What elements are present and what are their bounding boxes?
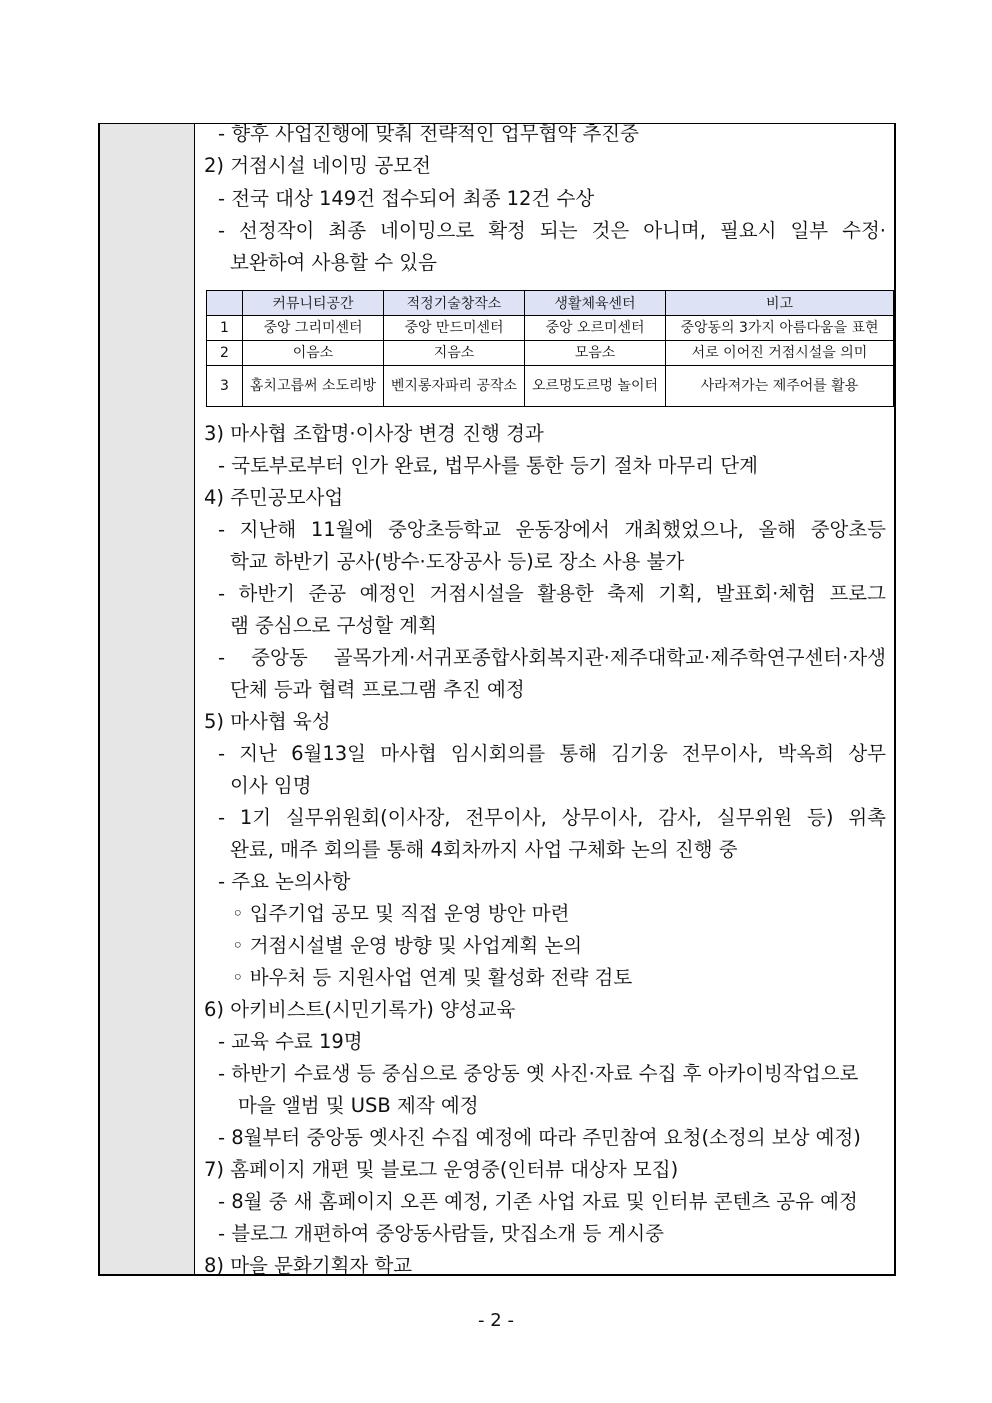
table-header: 커뮤니티공간 xyxy=(243,291,384,316)
section-heading: 5) 마사협 육성 xyxy=(204,710,331,733)
table-cell: 모음소 xyxy=(525,341,666,366)
bullet-item: ◦ 입주기업 공모 및 직접 운영 방안 마련 xyxy=(232,902,570,925)
section-heading: 8) 마을 문화기획자 학교 xyxy=(204,1254,413,1277)
text-line: - 8월 중 새 홈페이지 오픈 예정, 기존 사업 자료 및 인터뷰 콘텐츠 공유 예정 xyxy=(218,1190,858,1213)
text-line: - 하반기 준공 예정인 거점시설을 활용한 축제 기획, 발표회·체험 프로그 xyxy=(218,582,886,605)
table-cell: 서로 이어진 거점시설을 의미 xyxy=(666,341,894,366)
table-cell: 오르멍도르멍 놀이터 xyxy=(525,366,666,407)
text-line: - 주요 논의사항 xyxy=(218,870,351,893)
table-header: 적정기술창작소 xyxy=(384,291,525,316)
text-line: - 교육 수료 19명 xyxy=(218,1030,363,1053)
table-cell: 중앙 만드미센터 xyxy=(384,316,525,341)
section-heading: 7) 홈페이지 개편 및 블로그 운영중(인터뷰 대상자 모집) xyxy=(204,1158,679,1181)
text-line: 학교 하반기 공사(방수·도장공사 등)로 장소 사용 불가 xyxy=(230,550,685,573)
text-line: 보완하여 사용할 수 있음 xyxy=(230,251,437,274)
table-cell: 홈치고릅써 소도리방 xyxy=(243,366,384,407)
table-row xyxy=(207,366,894,407)
text-line: 단체 등과 협력 프로그램 추진 예정 xyxy=(230,678,525,701)
bullet-item: ◦ 바우처 등 지원사업 연계 및 활성화 전략 검토 xyxy=(232,966,633,989)
table-cell: 중앙 오르미센터 xyxy=(525,316,666,341)
table-header: 비고 xyxy=(666,291,894,316)
left-label-column xyxy=(100,124,195,1274)
section-heading: 2) 거점시설 네이밍 공모전 xyxy=(204,154,431,177)
text-line: - 향후 사업진행에 맞춰 전략적인 업무협약 추진중 xyxy=(218,122,639,145)
table-cell: 사라져가는 제주어를 활용 xyxy=(666,366,894,407)
text-line: - 전국 대상 149건 접수되어 최종 12건 수상 xyxy=(218,187,595,210)
table-header: 생활체육센터 xyxy=(525,291,666,316)
table-header xyxy=(207,291,243,316)
text-line: - 중앙동 골목가게·서귀포종합사회복지관·제주대학교·제주학연구센터·자생 xyxy=(218,646,886,669)
text-line: - 8월부터 중앙동 옛사진 수집 예정에 따라 주민참여 요청(소정의 보상 예정) xyxy=(218,1126,861,1149)
table-cell: 이음소 xyxy=(243,341,384,366)
table-cell: 3 xyxy=(207,366,243,407)
text-line: - 하반기 수료생 등 중심으로 중앙동 옛 사진·자료 수집 후 아카이빙작업으로 xyxy=(218,1062,859,1085)
table-cell: 1 xyxy=(207,316,243,341)
table-cell: 2 xyxy=(207,341,243,366)
table-row xyxy=(207,316,894,341)
section-heading: 6) 아키비스트(시민기록가) 양성교육 xyxy=(204,998,516,1021)
table-row xyxy=(207,341,894,366)
text-line: - 선정작이 최종 네이밍으로 확정 되는 것은 아니며, 필요시 일부 수정· xyxy=(218,219,886,242)
naming-table xyxy=(206,290,894,407)
bullet-item: ◦ 거점시설별 운영 방향 및 사업계획 논의 xyxy=(232,934,583,957)
content-box xyxy=(98,123,896,1276)
text-line: - 국토부로부터 인가 완료, 법무사를 통한 등기 절차 마무리 단계 xyxy=(218,454,758,477)
text-line: 램 중심으로 구성할 계획 xyxy=(230,614,437,637)
text-line: 이사 임명 xyxy=(230,774,312,797)
text-line: - 지난해 11월에 중앙초등학교 운동장에서 개최했었으나, 올해 중앙초등 xyxy=(218,518,886,541)
page-number: - 2 - xyxy=(478,1310,514,1331)
text-line: - 1기 실무위원회(이사장, 전무이사, 상무이사, 감사, 실무위원 등) 위촉 xyxy=(218,806,886,829)
text-line: - 블로그 개편하여 중앙동사람들, 맛집소개 등 게시중 xyxy=(218,1222,665,1245)
section-heading: 4) 주민공모사업 xyxy=(204,486,344,509)
text-line: 마을 앨범 및 USB 제작 예정 xyxy=(238,1094,479,1117)
table-cell: 지음소 xyxy=(384,341,525,366)
table-cell: 벤지롱자파리 공작소 xyxy=(384,366,525,407)
table-cell: 중앙동의 3가지 아름다움을 표현 xyxy=(666,316,894,341)
text-line: - 지난 6월13일 마사협 임시회의를 통해 김기웅 전무이사, 박옥희 상무 xyxy=(218,742,886,765)
table-cell: 중앙 그리미센터 xyxy=(243,316,384,341)
text-line: 완료, 매주 회의를 통해 4회차까지 사업 구체화 논의 진행 중 xyxy=(230,838,738,861)
section-heading: 3) 마사협 조합명·이사장 변경 진행 경과 xyxy=(204,422,544,445)
